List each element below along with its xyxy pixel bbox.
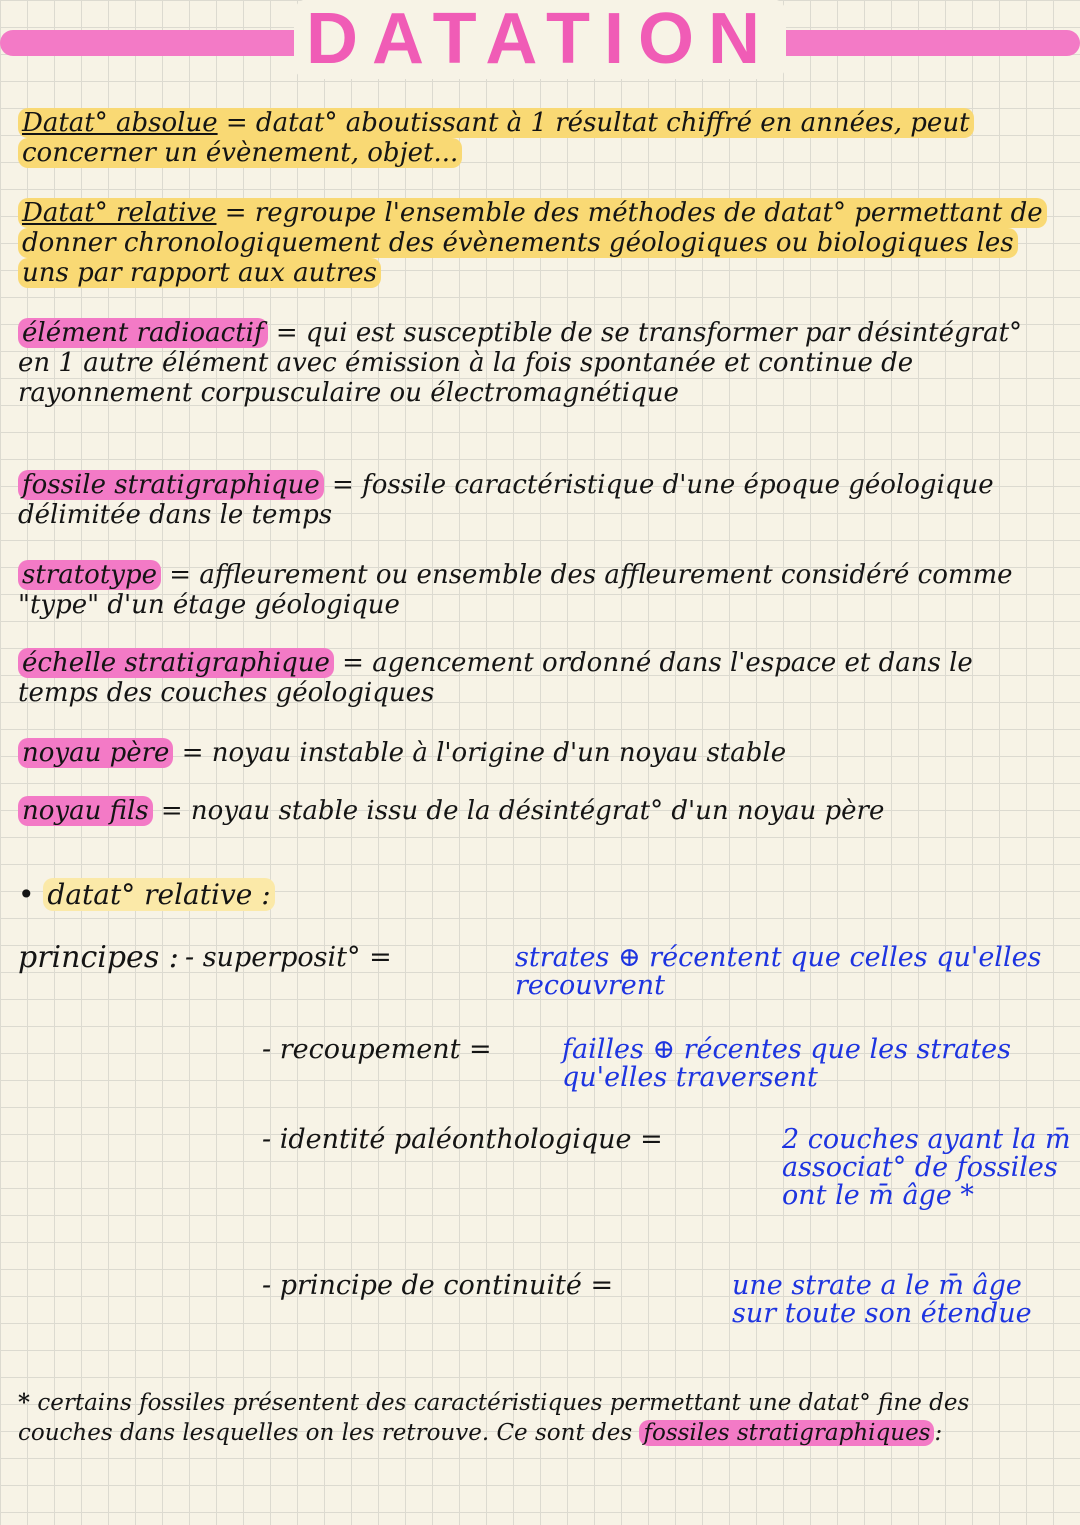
definition-term: échelle stratigraphique xyxy=(18,648,334,678)
principle-definition: une strate a le m̄ âge sur toute son étendue xyxy=(732,1270,1032,1329)
principle-name: - principe de continuité = xyxy=(262,1270,614,1301)
bullet-icon: • xyxy=(18,878,35,911)
definition-term: Datat° absolue xyxy=(22,108,218,138)
principle-cross-cutting xyxy=(262,1036,1062,1106)
footnote-highlight: fossiles stratigraphiques xyxy=(639,1420,934,1446)
definition-stratotype xyxy=(18,560,1060,620)
definition-text: = fossile caractéristique d'une époque géologique délimitée dans le temps xyxy=(18,470,994,530)
definition-term: noyau père xyxy=(18,738,173,768)
principle-paleontological-identity xyxy=(262,1126,1072,1246)
section-heading xyxy=(18,880,1060,910)
definition-text: = noyau stable issu de la désintégrat° d'un noyau père xyxy=(160,796,885,826)
definition-stratigraphic-scale xyxy=(18,648,1060,708)
definition-text: = agencement ordonné dans l'espace et dans le temps des couches géologiques xyxy=(18,648,973,708)
principle-definition: failles ⊕ récentes que les strates qu'elles traversent xyxy=(562,1034,1011,1093)
definition-text: = datat° aboutissant à 1 résultat chiffré en années, peut concerner un évènement, objet... xyxy=(22,108,970,168)
definition-daughter-nucleus xyxy=(18,796,1060,826)
definition-term: noyau fils xyxy=(18,796,153,826)
principle-definition: strates ⊕ récentent que celles qu'elles recouvrent xyxy=(515,942,1042,1001)
principle-name: - identité paléonthologique = xyxy=(262,1124,663,1155)
definition-text: = regroupe l'ensemble des méthodes de datat° permettant de donner chronologiquement des évènements géologiques ou biologiques les uns par rapport aux autres xyxy=(22,198,1043,288)
definition-term: élément radioactif xyxy=(18,318,268,348)
definition-relative-dating xyxy=(18,198,1060,288)
principle-continuity xyxy=(262,1272,1072,1362)
asterisk-icon: * xyxy=(18,1389,31,1416)
definition-term: Datat° relative xyxy=(22,198,217,228)
principle-definition: 2 couches ayant la m̄ associat° de fossiles ont le m̄ âge * xyxy=(782,1124,1071,1211)
definition-text: = affleurement ou ensemble des affleurement considéré comme "type" d'un étage géologique xyxy=(18,560,1013,620)
footnote-text: certains fossiles présentent des caractéristiques permettant une datat° fine des couches dans lesquelles on les retrouve. Ce sont des xyxy=(18,1390,970,1446)
definition-text: = noyau instable à l'origine d'un noyau stable xyxy=(181,738,787,768)
footnote-end: : xyxy=(934,1420,943,1446)
page-title: DATATION xyxy=(0,0,1080,80)
definition-stratigraphic-fossil xyxy=(18,470,1060,530)
definition-parent-nucleus xyxy=(18,738,1060,768)
principle-name: - recoupement = xyxy=(262,1034,492,1065)
definition-term: stratotype xyxy=(18,560,161,590)
section-heading-text: datat° relative : xyxy=(43,878,274,911)
definition-text: = qui est susceptible de se transformer par désintégrat° en 1 autre élément avec émission à la fois spontanée et continue de rayonnement corpusculaire ou électromagnétique xyxy=(18,318,1023,408)
definition-term: fossile stratigraphique xyxy=(18,470,324,500)
definition-radioactive-element xyxy=(18,318,1060,408)
principle-superposition xyxy=(185,944,1065,1014)
definition-absolute-dating xyxy=(18,108,1060,168)
principle-name: - superposit° = xyxy=(185,942,392,973)
principles-label: principes : xyxy=(18,940,179,975)
footnote xyxy=(18,1388,1050,1448)
